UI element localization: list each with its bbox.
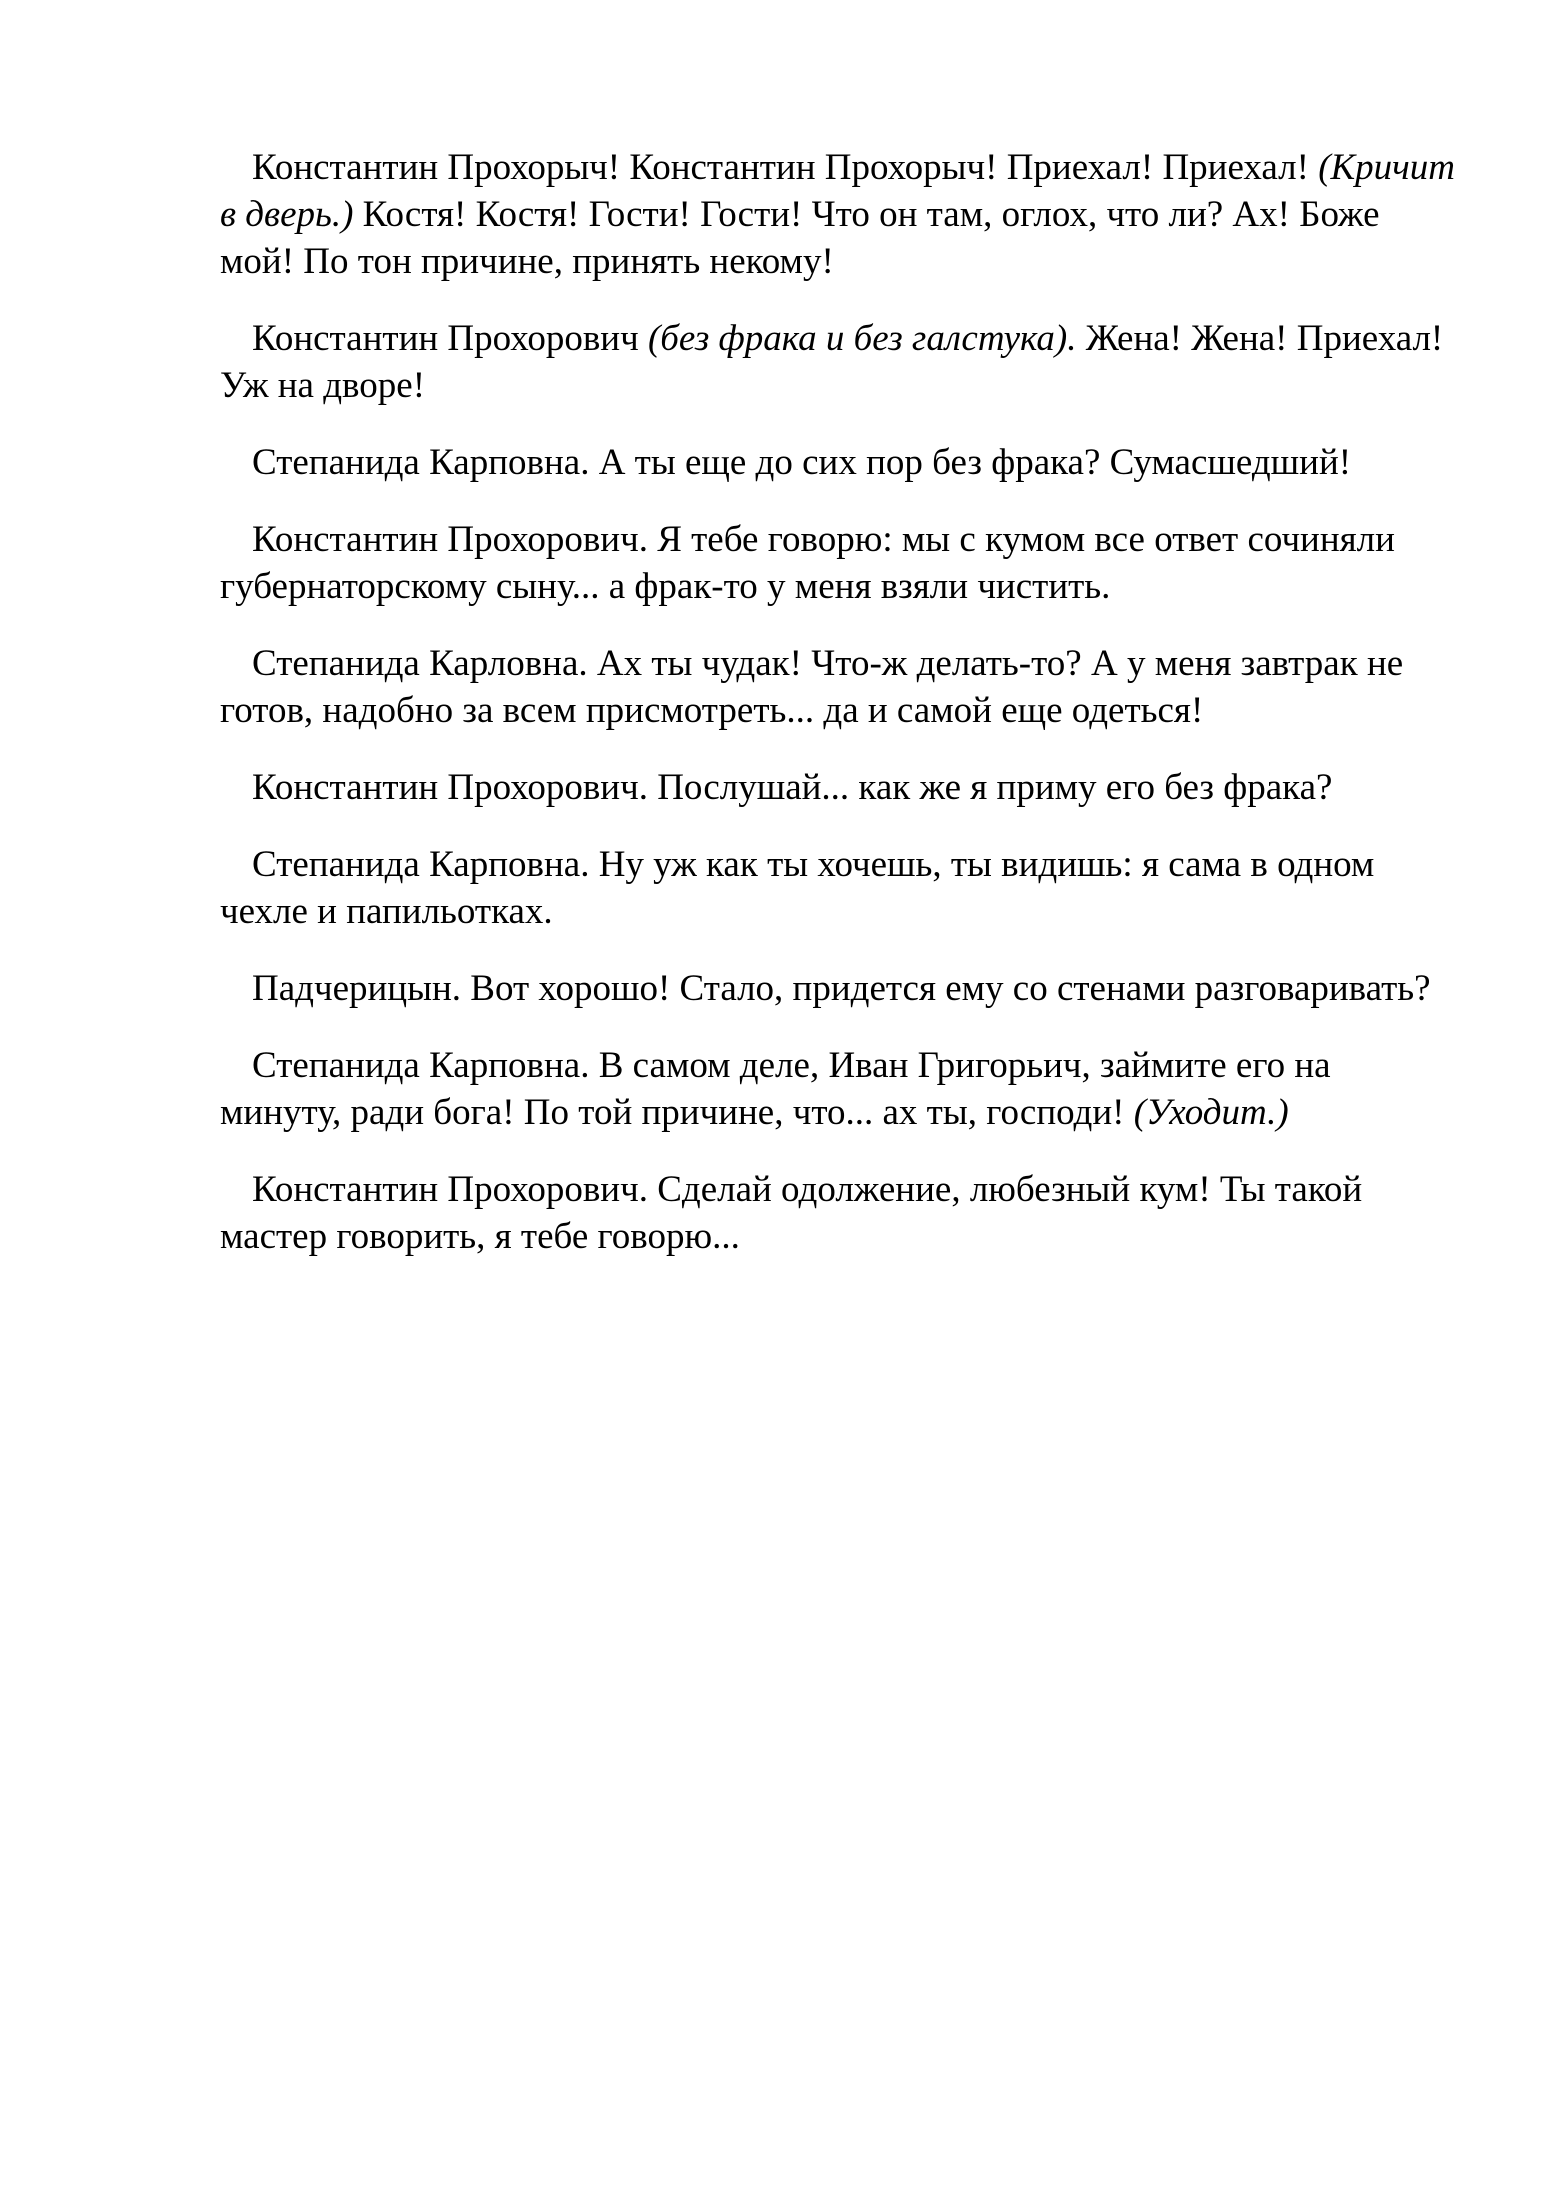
text-run: Жена! Жена! Приехал! Уж на дворе!: [220, 318, 1444, 406]
paragraph: [220, 640, 1455, 734]
stage-direction-run: (Кричит в дверь.): [220, 147, 1455, 235]
paragraph: [220, 315, 1455, 409]
paragraph: [220, 1042, 1455, 1136]
text-run: Падчерицын. Вот хорошо! Стало, придется ему со стенами разговаривать?: [252, 968, 1431, 1009]
paragraph: [220, 516, 1455, 610]
paragraph: [220, 841, 1455, 935]
text-run: Константин Прохорович. Послушай... как же я приму его без фрака?: [252, 767, 1333, 808]
text-run: Константин Прохорыч! Константин Прохорыч! Приехал! Приехал!: [252, 147, 1319, 188]
stage-direction-run: (без фрака и без галстука).: [647, 318, 1077, 359]
paragraph: [220, 965, 1455, 1012]
text-run: Степанида Карловна. Ах ты чудак! Что-ж делать-то? А у меня завтрак не готов, надобно за всем присмотреть... да и самой еще одеться!: [220, 643, 1404, 731]
paragraph: [220, 764, 1455, 811]
text-run: Константин Прохорович. Сделай одолжение, любезный кум! Ты такой мастер говорить, я тебе говорю...: [220, 1169, 1363, 1257]
paragraph: [220, 1166, 1455, 1260]
text-run: Степанида Карповна. Ну уж как ты хочешь, ты видишь: я сама в одном чехле и папильотках.: [220, 844, 1375, 932]
paragraph: [220, 144, 1455, 285]
text-run: Степанида Карповна. А ты еще до сих пор без фрака? Сумасшедший!: [252, 442, 1352, 483]
text-run: Степанида Карповна. В самом деле, Иван Григорьич, займите его на минуту, ради бога! По той причине, что... ах ты, господи!: [220, 1045, 1331, 1133]
paragraph: [220, 439, 1455, 486]
text-run: Константин Прохорович. Я тебе говорю: мы с кумом все ответ сочиняли губернаторскому сыну... а фрак-то у меня взяли чистить.: [220, 519, 1395, 607]
stage-direction-run: (Уходит.): [1133, 1092, 1289, 1133]
text-run: Костя! Костя! Гости! Гости! Что он там, оглох, что ли? Ах! Боже мой! По тон причине, принять некому!: [220, 194, 1380, 282]
text-run: Константин Прохорович: [252, 318, 648, 359]
document-body: [220, 144, 1455, 1290]
